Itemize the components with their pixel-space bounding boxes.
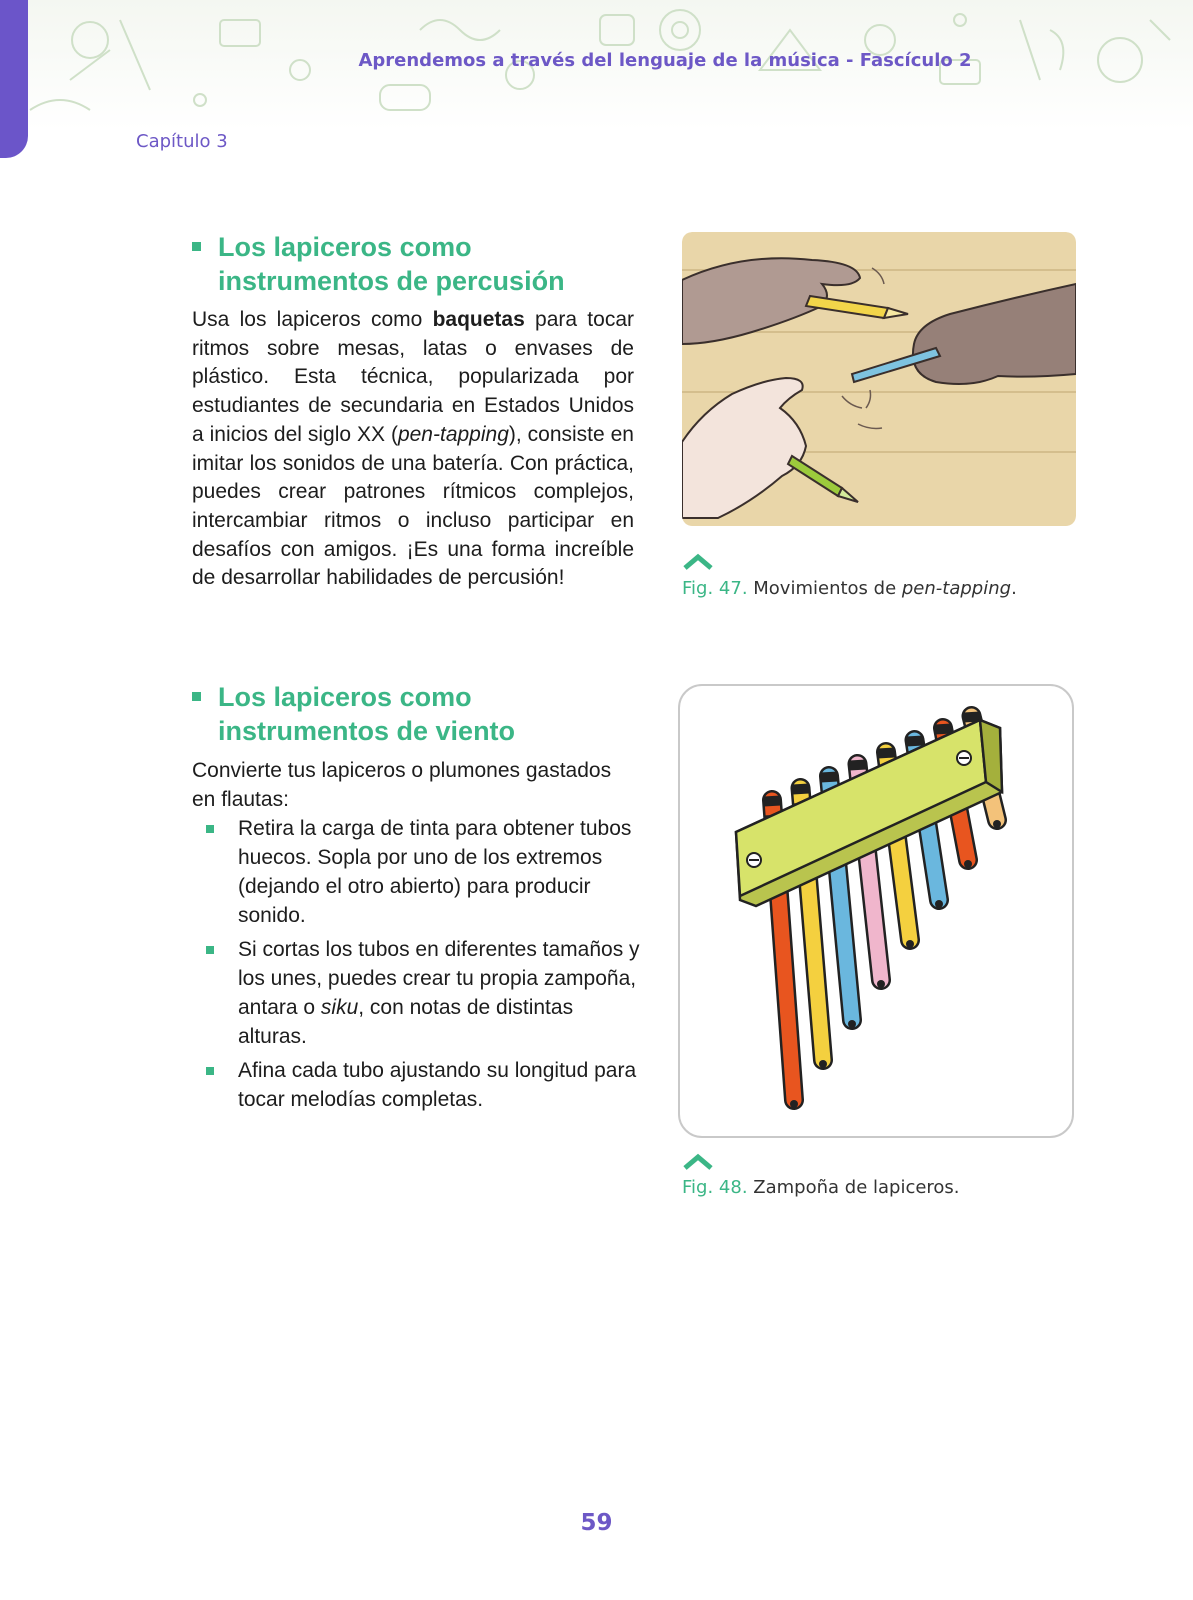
pen-cap-band (943, 724, 944, 734)
pen-cap-band (801, 784, 802, 794)
running-header-title: Aprendemos a través del lenguaje de la música - Fascículo 2 (358, 50, 972, 71)
list-item: Afina cada tubo ajustando su longitud para tocar melodías completas. (192, 1056, 642, 1114)
pen-cap-band (772, 796, 773, 806)
square-bullet-icon (206, 946, 214, 954)
pen-cap-band (972, 712, 973, 722)
figure-47-caption: Fig. 47. Movimientos de pen-tapping. (682, 578, 1017, 599)
caret-up-icon (682, 553, 714, 571)
pen-cap-band (915, 736, 916, 746)
pen-cap-band (829, 772, 830, 782)
pen-cap-band (886, 748, 887, 758)
panpipe-figure-frame (678, 684, 1074, 1138)
square-bullet-icon (206, 1067, 214, 1075)
list-item: Si cortas los tubos en diferentes tamaños y los unes, puedes crear tu propia zampoña, antara o siku, con notas de distintas alturas. (192, 935, 642, 1051)
square-bullet-icon (192, 242, 201, 251)
section-title-percussion: Los lapiceros como instrumentos de percusión (192, 230, 642, 298)
figure-48-caption: Fig. 48. Zampoña de lapiceros. (682, 1177, 960, 1198)
pen-tip (964, 860, 972, 868)
pen-panpipe-illustration (680, 686, 1072, 1136)
wind-intro: Convierte tus lapiceros o plumones gastados en flautas: (192, 759, 612, 811)
percussion-paragraph: Usa los lapiceros como baquetas para tocar ritmos sobre mesas, latas o envases de plástico. Esta técnica, popularizada por estudiantes de secundaria en Estados Unidos a inicios del siglo XX (pen-tapping), consiste en imitar los sonidos de una batería. Con práctica, puedes crear patrones rítmicos complejos, intercambiar ritmos o incluso participar en desafíos con amigos. ¡Es una forma increíble de desarrollar habilidades de percusión! (192, 308, 634, 590)
pen-cap-band (858, 760, 859, 770)
pen-tip (848, 1020, 856, 1028)
wind-steps-list (192, 814, 642, 1119)
pen-tip (993, 820, 1001, 828)
list-item: Retira la carga de tinta para obtener tubos huecos. Sopla por uno de los extremos (dejando el otro abierto) para producir sonido. (192, 814, 642, 930)
pen-tapping-illustration (682, 232, 1076, 526)
section-title-wind: Los lapiceros como instrumentos de viento (192, 680, 642, 748)
pen-tip (819, 1060, 827, 1068)
square-bullet-icon (206, 825, 214, 833)
pen-tip (877, 980, 885, 988)
caret-up-icon (682, 1153, 714, 1171)
pen-tip (935, 900, 943, 908)
square-bullet-icon (192, 692, 201, 701)
chapter-label: Capítulo 3 (136, 131, 228, 152)
pen-tip (906, 940, 914, 948)
page-number: 59 (580, 1510, 613, 1536)
chapter-side-tab (0, 0, 28, 158)
pen-tip (790, 1100, 798, 1108)
